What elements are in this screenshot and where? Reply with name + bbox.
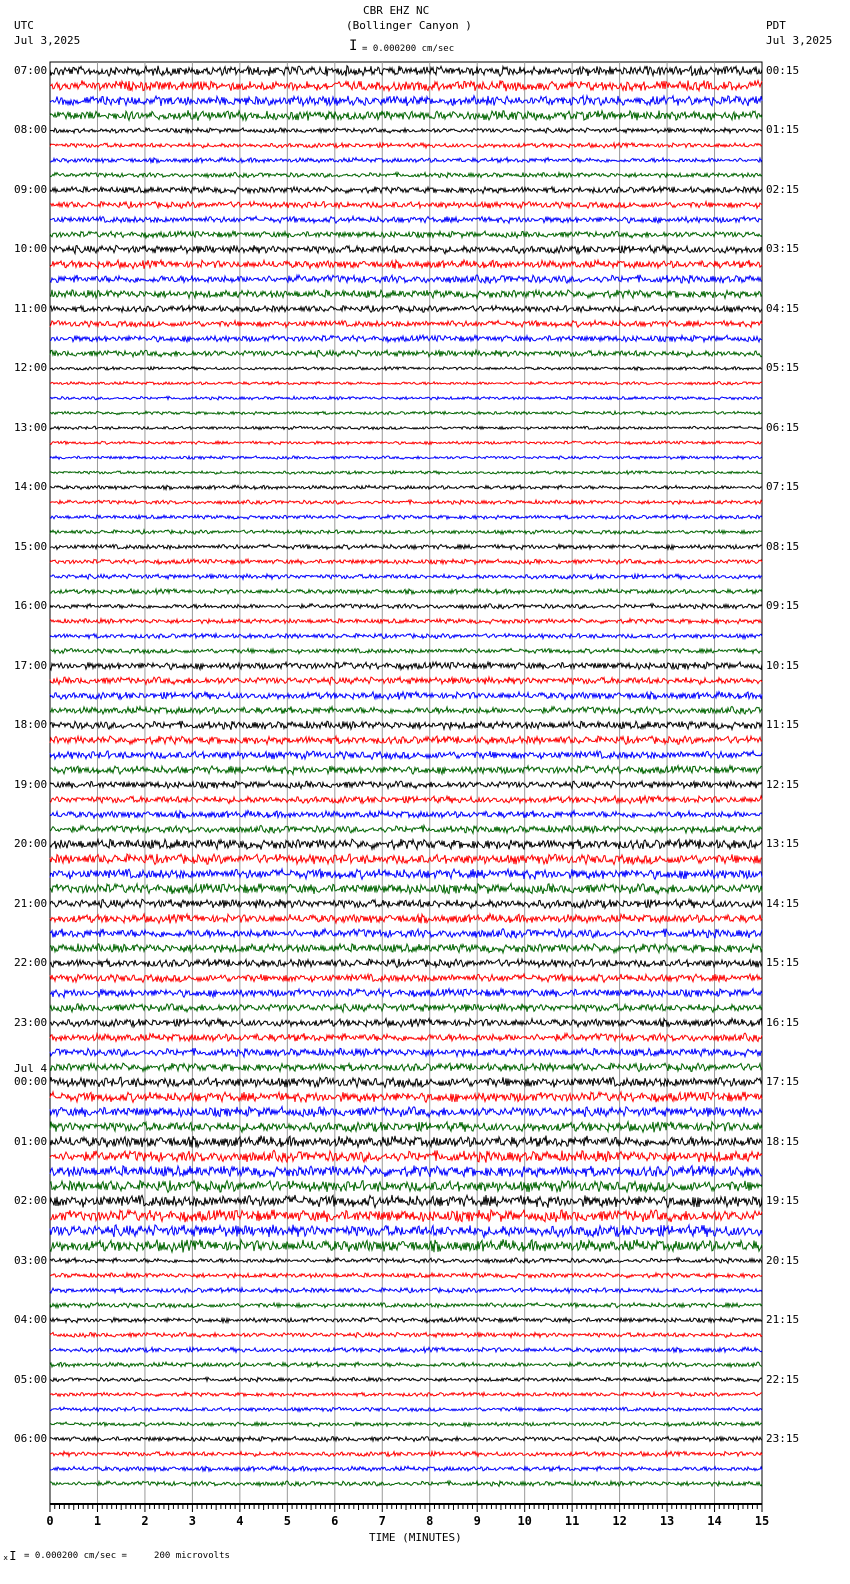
seismic-trace: [50, 202, 762, 209]
seismic-trace: [50, 589, 762, 594]
pdt-hour-label: 16:15: [766, 1015, 800, 1029]
pdt-hour-label: 09:15: [766, 599, 800, 613]
pdt-hour-label: 13:15: [766, 837, 800, 851]
seismic-trace: [50, 766, 762, 775]
seismic-trace: [50, 854, 762, 865]
utc-hour-label: 20:00: [14, 837, 48, 851]
x-tick-label: 12: [612, 1514, 627, 1528]
utc-hour-label: 08:00: [14, 123, 48, 137]
station-title: CBR EHZ NC: [363, 4, 430, 17]
pdt-hour-label: 02:15: [766, 182, 800, 196]
x-tick-label: 13: [659, 1514, 675, 1528]
seismic-trace: [50, 290, 762, 298]
seismic-trace: [50, 426, 762, 429]
pdt-date: Jul 3,2025: [766, 34, 833, 47]
utc-hour-label: 10:00: [14, 242, 48, 256]
seismic-trace: [50, 1407, 762, 1411]
seismic-trace: [50, 914, 762, 924]
seismic-trace: [50, 1122, 762, 1133]
seismic-trace: [50, 1210, 762, 1223]
pdt-hour-label: 00:15: [766, 64, 800, 77]
utc-hour-label: 02:00: [14, 1194, 48, 1208]
utc-hour-label: 09:00: [14, 182, 48, 196]
seismic-trace: [50, 574, 762, 579]
utc-hour-label: 17:00: [14, 658, 48, 672]
x-tick-label: 10: [517, 1514, 532, 1528]
seismic-trace: [50, 1107, 762, 1118]
x-axis-label: TIME (MINUTES): [369, 1531, 462, 1544]
seismic-trace: [50, 260, 762, 269]
seismic-trace: [50, 275, 762, 284]
seismic-trace: [50, 500, 762, 504]
seismic-trace: [50, 1466, 762, 1471]
seismic-trace: [50, 245, 762, 254]
pdt-hour-label: 10:15: [766, 658, 800, 672]
seismic-trace: [50, 1437, 762, 1442]
seismic-trace: [50, 1303, 762, 1308]
seismic-trace: [50, 1332, 762, 1337]
seismic-trace: [50, 959, 762, 968]
utc-hour-label: 03:00: [14, 1253, 48, 1267]
pdt-hour-label: 04:15: [766, 301, 800, 315]
seismic-trace: [50, 471, 762, 474]
utc-hour-label: 12:00: [14, 361, 48, 375]
utc-hour-label: 07:00: [14, 64, 48, 77]
seismic-trace: [50, 796, 762, 804]
seismic-trace: [50, 1362, 762, 1367]
pdt-hour-label: 03:15: [766, 242, 800, 256]
footer-scale-text: = 0.000200 cm/sec = 200 microvolts: [24, 1551, 230, 1561]
utc-hour-label: 13:00: [14, 420, 48, 434]
pdt-hour-label: 01:15: [766, 123, 800, 137]
seismic-trace: [50, 989, 762, 998]
seismic-trace: [50, 1481, 762, 1486]
pdt-hour-label: 22:15: [766, 1372, 800, 1386]
seismic-trace: [50, 1136, 762, 1148]
seismic-trace: [50, 884, 762, 895]
x-tick-label: 11: [564, 1514, 580, 1528]
x-tick-label: 6: [331, 1514, 339, 1528]
seismic-trace: [50, 321, 762, 328]
scale-text: = 0.000200 cm/sec: [362, 44, 455, 54]
seismic-trace: [50, 634, 762, 639]
x-tick-label: 8: [426, 1514, 434, 1528]
seismic-trace: [50, 1077, 762, 1087]
seismic-trace: [50, 382, 762, 385]
utc-hour-label: 18:00: [14, 718, 48, 732]
utc-hour-label: 05:00: [14, 1372, 48, 1386]
x-tick-label: 4: [236, 1514, 244, 1528]
seismic-trace: [50, 306, 762, 313]
seismic-trace: [50, 649, 762, 654]
seismic-trace: [50, 1258, 762, 1263]
seismic-trace: [50, 66, 762, 76]
seismic-trace: [50, 456, 762, 459]
seismic-trace: [50, 825, 762, 833]
utc-hour-label: 15:00: [14, 539, 48, 553]
x-tick-label: 15: [754, 1514, 770, 1528]
seismic-trace: [50, 350, 762, 357]
pdt-hour-label: 12:15: [766, 777, 800, 791]
seismic-trace: [50, 1166, 762, 1178]
seismic-trace: [50, 96, 762, 106]
seismic-trace: [50, 1225, 762, 1238]
seismic-trace: [50, 619, 762, 624]
seismic-trace: [50, 411, 762, 414]
seismic-trace: [50, 721, 762, 730]
seismic-trace: [50, 1377, 762, 1381]
seismic-trace: [50, 143, 762, 148]
seismic-trace: [50, 839, 762, 850]
date-change-label: Jul 4: [14, 1062, 48, 1076]
seismic-trace: [50, 158, 762, 163]
seismic-trace: [50, 1018, 762, 1027]
pdt-hour-label: 20:15: [766, 1253, 800, 1267]
station-name: (Bollinger Canyon ): [346, 19, 472, 32]
x-tick-label: 5: [283, 1514, 291, 1528]
utc-hour-label: 21:00: [14, 896, 48, 910]
seismic-trace: [50, 80, 762, 91]
seismic-trace: [50, 515, 762, 519]
seismic-trace: [50, 662, 762, 670]
utc-hour-label: 23:00: [14, 1015, 48, 1029]
utc-hour-label: 19:00: [14, 777, 48, 791]
seismic-trace: [50, 335, 762, 342]
seismic-trace: [50, 677, 762, 685]
utc-hour-label: 06:00: [14, 1432, 48, 1446]
seismic-trace: [50, 1004, 762, 1013]
seismic-trace: [50, 1347, 762, 1352]
seismic-trace: [50, 751, 762, 759]
seismic-trace: [50, 944, 762, 953]
pdt-hour-label: 08:15: [766, 539, 800, 553]
seismic-trace: [50, 1288, 762, 1293]
utc-hour-label: 11:00: [14, 301, 48, 315]
utc-hour-label: 14:00: [14, 480, 48, 494]
seismic-trace: [50, 367, 762, 371]
seismic-trace: [50, 1195, 762, 1208]
seismic-trace: [50, 396, 762, 400]
seismic-trace: [50, 1150, 762, 1162]
seismic-trace: [50, 1422, 762, 1426]
seismic-trace: [50, 559, 762, 564]
seismic-trace: [50, 604, 762, 609]
x-tick-label: 7: [378, 1514, 386, 1528]
seismic-trace: [50, 1318, 762, 1323]
utc-hour-label: 00:00: [14, 1075, 48, 1089]
seismic-trace: [50, 485, 762, 489]
seismic-trace: [50, 1033, 762, 1041]
seismic-trace: [50, 1392, 762, 1396]
x-tick-label: 2: [141, 1514, 149, 1528]
seismic-trace: [50, 692, 762, 700]
seismic-trace: [50, 110, 762, 121]
x-tick-label: 9: [473, 1514, 481, 1528]
seismic-trace: [50, 1180, 762, 1192]
pdt-hour-label: 23:15: [766, 1432, 800, 1446]
seismic-trace: [50, 899, 762, 908]
seismic-trace: [50, 231, 762, 238]
seismic-trace: [50, 187, 762, 194]
seismic-trace: [50, 974, 762, 982]
seismic-trace: [50, 706, 762, 714]
x-tick-label: 1: [93, 1514, 102, 1528]
pdt-hour-label: 07:15: [766, 480, 800, 494]
seismic-trace: [50, 1048, 762, 1057]
seismic-trace: [50, 441, 762, 445]
utc-label: UTC: [14, 19, 34, 32]
seismic-trace: [50, 128, 762, 133]
seismic-trace: [50, 1273, 762, 1278]
seismic-trace: [50, 781, 762, 789]
x-tick-label: 14: [707, 1514, 722, 1528]
seismic-trace: [50, 544, 762, 549]
pdt-hour-label: 05:15: [766, 361, 800, 375]
pdt-hour-label: 15:15: [766, 956, 800, 970]
seismic-trace: [50, 1451, 762, 1456]
utc-hour-label: 22:00: [14, 956, 48, 970]
pdt-label: PDT: [766, 19, 786, 32]
seismic-trace: [50, 811, 762, 819]
utc-hour-label: 01:00: [14, 1134, 48, 1148]
pdt-hour-label: 14:15: [766, 896, 800, 910]
pdt-hour-label: 06:15: [766, 420, 800, 434]
utc-hour-label: 16:00: [14, 599, 48, 613]
pdt-hour-label: 17:15: [766, 1075, 800, 1089]
x-tick-label: 0: [46, 1514, 54, 1528]
seismic-trace: [50, 929, 762, 939]
footer-scale-icon: ₓI: [2, 1549, 17, 1563]
seismic-trace: [50, 216, 762, 223]
seismic-trace: [50, 736, 762, 744]
seismic-trace: [50, 172, 762, 177]
x-tick-label: 3: [188, 1514, 197, 1528]
utc-date: Jul 3,2025: [14, 34, 81, 47]
utc-hour-label: 04:00: [14, 1313, 48, 1327]
scale-bar-icon: I: [349, 38, 358, 54]
seismic-trace: [50, 1092, 762, 1103]
seismic-trace: [50, 1063, 762, 1072]
seismic-trace: [50, 869, 762, 880]
seismic-trace: [50, 530, 762, 534]
pdt-hour-label: 21:15: [766, 1313, 800, 1327]
pdt-hour-label: 18:15: [766, 1134, 800, 1148]
pdt-hour-label: 19:15: [766, 1194, 800, 1208]
pdt-hour-label: 11:15: [766, 718, 800, 732]
seismic-trace: [50, 1239, 762, 1252]
